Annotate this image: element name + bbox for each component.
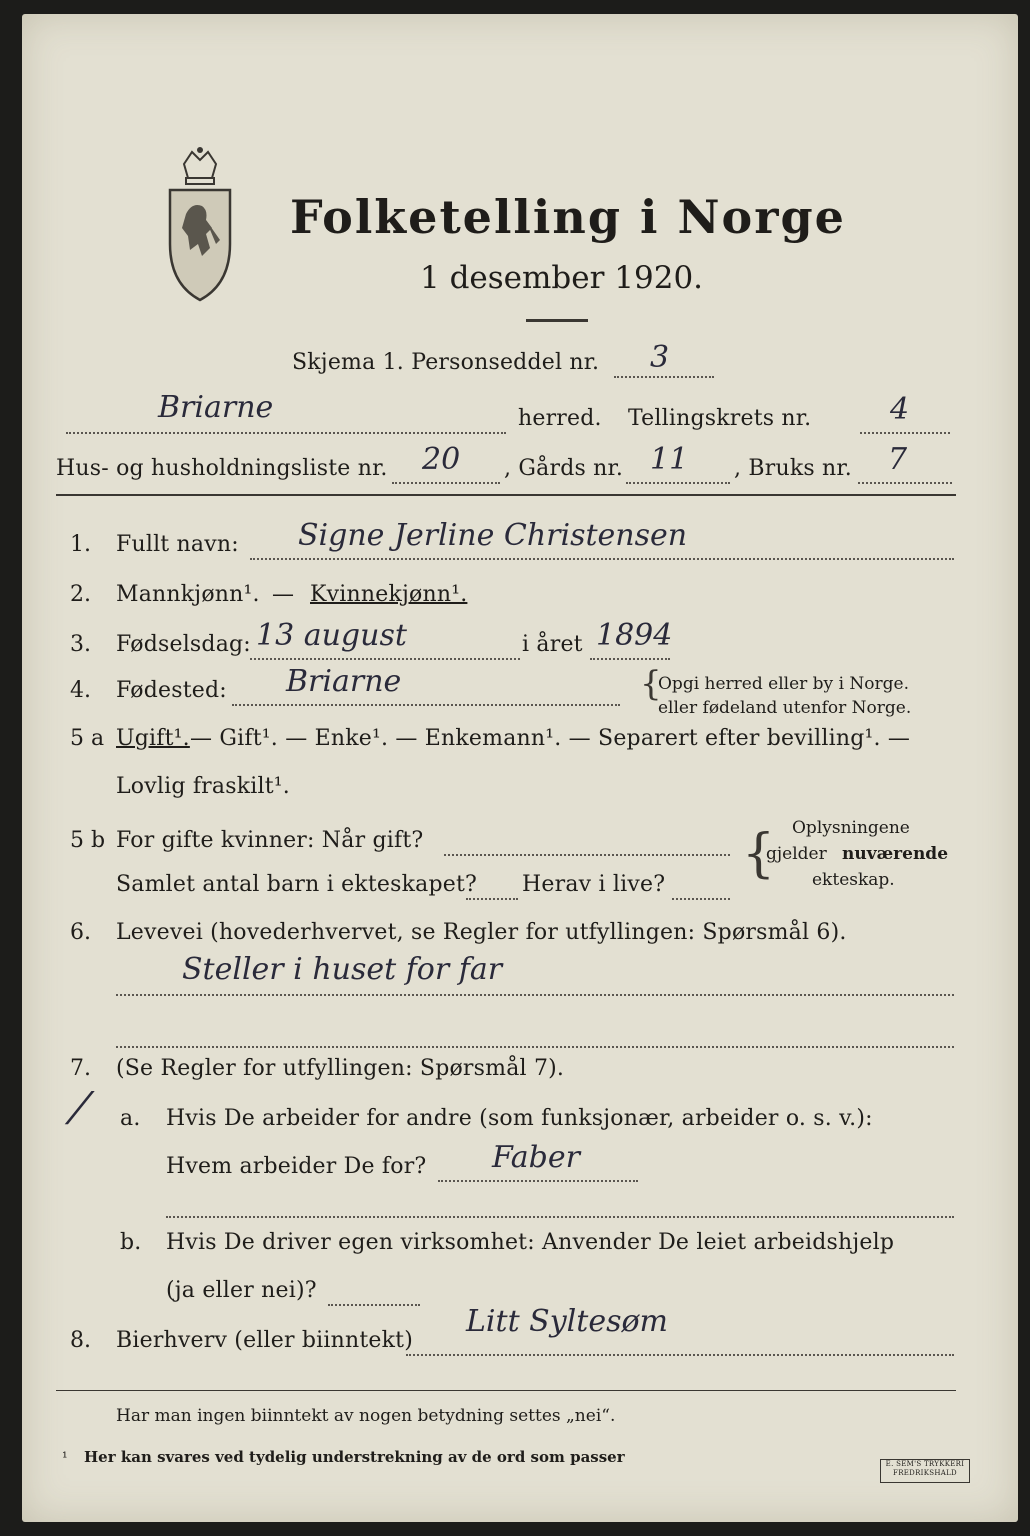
q8-label: Bierhverv (eller biinntekt) xyxy=(116,1328,414,1353)
q5b-note-3: ekteskap. xyxy=(812,870,895,890)
q7b-question: (ja eller nei)? xyxy=(166,1278,317,1303)
gards-label: , Gårds nr. xyxy=(504,456,624,481)
gards-value: 11 xyxy=(650,442,689,477)
q5b-dots-3 xyxy=(672,898,730,900)
q4-brace: { xyxy=(640,664,662,704)
husliste-label: Hus- og husholdningsliste nr. xyxy=(56,456,388,481)
q4-note-1: Opgi herred eller by i Norge. xyxy=(658,674,909,694)
year-label: i året xyxy=(522,632,583,657)
q7b-label: Hvis De driver egen virksomhet: Anvender De leiet arbeidshjelp xyxy=(166,1230,895,1255)
q6-dots-2 xyxy=(116,1046,954,1048)
q1-label: Fullt navn: xyxy=(116,532,239,557)
q5b-label-2: Samlet antal barn i ekteskapet? xyxy=(116,872,478,897)
tellingskrets-label: Tellingskrets nr. xyxy=(628,406,812,431)
q1-number: 1. xyxy=(70,532,91,557)
norwegian-coat-of-arms-icon xyxy=(162,144,238,304)
gards-dots xyxy=(626,482,730,484)
kvinnekjonn-option: Kvinnekjønn¹. xyxy=(310,582,468,607)
q7a-question: Hvem arbeider De for? xyxy=(166,1154,427,1179)
q5b-label-1: For gifte kvinner: Når gift? xyxy=(116,828,424,853)
q5b-dots-2 xyxy=(466,898,518,900)
ugift-option: Ugift¹. xyxy=(116,726,190,751)
mannkjonn-option: Mannkjønn¹. xyxy=(116,582,260,607)
birthyear-value: 1894 xyxy=(596,618,673,653)
footnote-mark: ¹ xyxy=(62,1450,68,1466)
title-divider xyxy=(526,319,588,322)
form-title: Folketelling i Norge xyxy=(290,190,846,244)
q5b-label-3: Herav i live? xyxy=(522,872,666,897)
q3-label: Fødselsdag: xyxy=(116,632,251,657)
q4-label: Fødested: xyxy=(116,678,227,703)
husliste-value: 20 xyxy=(422,442,461,477)
q5b-number: 5 b xyxy=(70,828,106,853)
q7a-dots xyxy=(438,1180,638,1182)
birthdate-value: 13 august xyxy=(256,618,407,653)
q5b-dots-1 xyxy=(444,854,730,856)
full-name-value: Signe Jerline Christensen xyxy=(298,518,688,553)
form-subtitle: 1 desember 1920. xyxy=(420,260,704,296)
side-income-value: Litt Syltesøm xyxy=(466,1304,668,1339)
year-dots xyxy=(590,658,670,660)
q5b-note-2: gjelder xyxy=(766,844,827,864)
q8-number: 8. xyxy=(70,1328,91,1353)
q3-dots xyxy=(250,658,520,660)
herred-dots xyxy=(66,432,506,434)
q5b-note-1: Oplysningene xyxy=(792,818,910,838)
tellingskrets-value: 4 xyxy=(890,392,910,427)
herred-label: herred. xyxy=(518,406,602,431)
personseddel-number: 3 xyxy=(650,340,670,375)
employer-value: Faber xyxy=(492,1140,580,1175)
q8-dots xyxy=(406,1354,954,1356)
q5a-number: 5 a xyxy=(70,726,105,751)
birthplace-value: Briarne xyxy=(286,664,402,699)
skjema-label: Skjema 1. Personseddel nr. xyxy=(292,350,600,375)
q6-dots-1 xyxy=(116,994,954,996)
footnote-text: Her kan svares ved tydelig understrekning av de ord som passer xyxy=(84,1448,625,1466)
footer-rule xyxy=(56,1390,956,1391)
footer-note: Har man ingen biinntekt av nogen betydning settes „nei“. xyxy=(116,1406,616,1426)
occupation-value: Steller i huset for far xyxy=(182,952,503,987)
marital-options: — Gift¹. — Enke¹. — Enkemann¹. — Separert efter bevilling¹. — xyxy=(190,726,911,751)
q1-dots xyxy=(250,558,954,560)
bruks-value: 7 xyxy=(888,442,908,477)
q5b-note-2b: nuværende xyxy=(842,844,949,864)
q7b-number: b. xyxy=(120,1230,142,1255)
q6-label: Levevei (hovederhvervet, se Regler for utfyllingen: Spørsmål 6). xyxy=(116,920,847,945)
q4-dots xyxy=(232,704,620,706)
q7a-number: a. xyxy=(120,1106,141,1131)
printer-stamp: E. SEM'S TRYKKERI FREDRIKSHALD xyxy=(880,1459,970,1483)
bruks-dots xyxy=(858,482,952,484)
q2-dash: — xyxy=(272,582,295,607)
bruks-label: , Bruks nr. xyxy=(734,456,852,481)
q4-number: 4. xyxy=(70,678,91,703)
tellingskrets-dots xyxy=(860,432,950,434)
q7-margin-mark: ⁄ xyxy=(76,1084,84,1135)
q7a-label: Hvis De arbeider for andre (som funksjonær, arbeider o. s. v.): xyxy=(166,1106,873,1131)
herred-value: Briarne xyxy=(158,390,274,425)
q7-number: 7. xyxy=(70,1056,91,1081)
census-form xyxy=(22,14,1018,1522)
q3-number: 3. xyxy=(70,632,91,657)
q2-number: 2. xyxy=(70,582,91,607)
husliste-dots xyxy=(392,482,500,484)
q7b-dots xyxy=(328,1304,420,1306)
lovlig-fraskilt-option: Lovlig fraskilt¹. xyxy=(116,774,290,799)
skjema-dots xyxy=(614,376,714,378)
q5b-brace: { xyxy=(742,824,776,884)
q7a-dots-2 xyxy=(166,1216,954,1218)
q6-number: 6. xyxy=(70,920,91,945)
q7-label: (Se Regler for utfyllingen: Spørsmål 7). xyxy=(116,1056,565,1081)
header-rule xyxy=(56,494,956,496)
q4-note-2: eller fødeland utenfor Norge. xyxy=(658,698,912,718)
